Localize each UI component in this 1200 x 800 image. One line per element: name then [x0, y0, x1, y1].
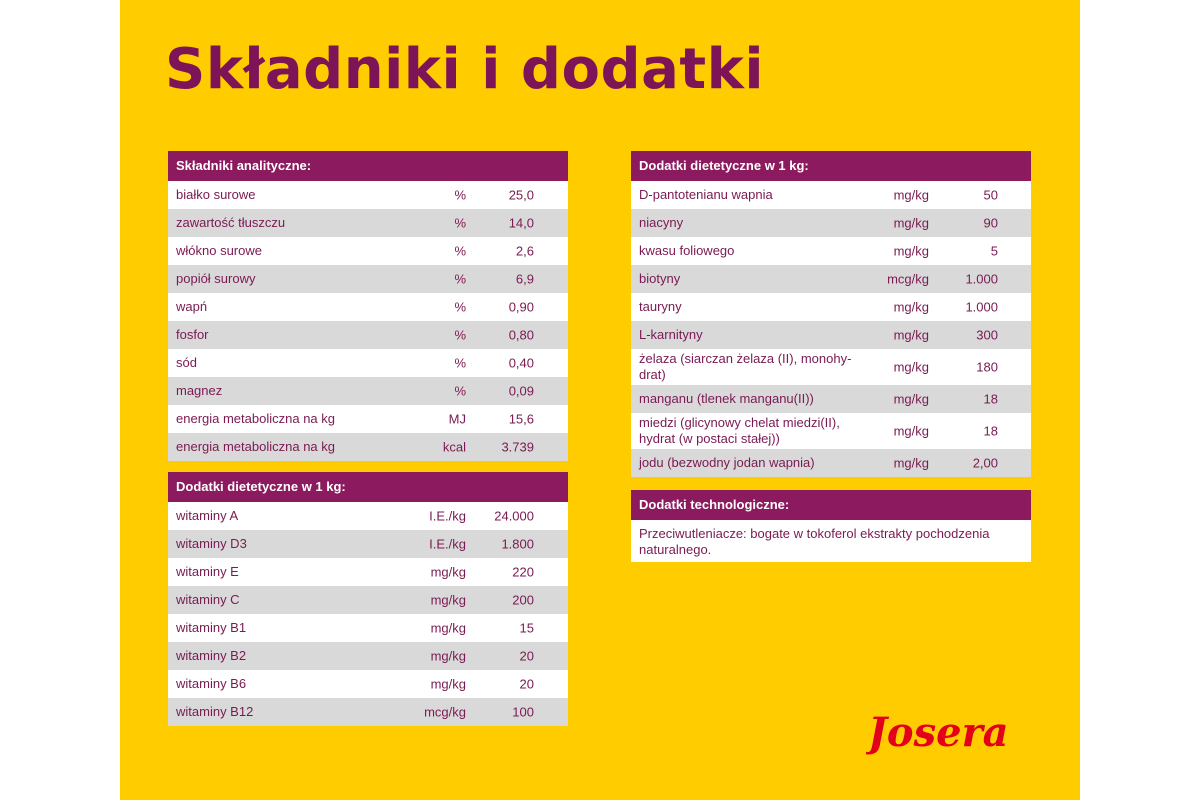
row-name: wapń — [176, 299, 208, 314]
vitamins-table — [168, 472, 568, 726]
table-row — [168, 181, 568, 209]
table-row — [631, 265, 1031, 293]
row-name: biotyny — [639, 271, 681, 286]
row-unit: mg/kg — [893, 187, 929, 203]
table-row — [168, 502, 568, 530]
row-unit: mg/kg — [893, 327, 929, 343]
row-value: 5 — [990, 243, 998, 259]
row-unit: mcg/kg — [887, 271, 929, 287]
table-row — [631, 349, 1031, 385]
row-unit: % — [454, 243, 466, 259]
row-value: 200 — [512, 592, 534, 608]
table-row — [631, 209, 1031, 237]
row-name: energia metaboliczna na kg — [176, 411, 335, 426]
table-header: Dodatki technologiczne: — [631, 490, 1031, 520]
row-value: 1.000 — [965, 271, 998, 287]
table-row — [631, 293, 1031, 321]
row-name: witaminy B6 — [176, 676, 247, 691]
row-value: 20 — [519, 648, 534, 664]
row-name: sód — [176, 355, 197, 370]
row-value: 220 — [512, 564, 534, 580]
row-name: magnez — [176, 383, 223, 398]
row-value: 3.739 — [501, 439, 534, 455]
row-unit: % — [454, 271, 466, 287]
row-value: 14,0 — [508, 215, 534, 231]
table-row — [168, 265, 568, 293]
row-unit: kcal — [442, 439, 466, 455]
row-name: witaminy B2 — [176, 648, 247, 663]
row-value: 0,09 — [508, 383, 534, 399]
minerals-table — [631, 151, 1031, 477]
row-name: manganu (tlenek manganu(II)) — [639, 391, 814, 406]
row-name: witaminy B12 — [176, 704, 254, 719]
page-title: Składniki i dodatki — [165, 37, 765, 102]
row-value: 0,80 — [508, 327, 534, 343]
row-name: białko surowe — [176, 187, 256, 202]
row-name: witaminy C — [176, 592, 240, 607]
table-header: Dodatki dietetyczne w 1 kg: — [631, 151, 1031, 181]
josera-logo — [866, 706, 1036, 756]
row-value: 300 — [976, 327, 998, 343]
table-row — [168, 614, 568, 642]
table-row — [631, 385, 1031, 413]
brand-logo-text: Josera — [868, 709, 1009, 756]
row-value: 25,0 — [508, 187, 534, 203]
row-unit: mg/kg — [893, 299, 929, 315]
row-name: L-karnityny — [639, 327, 703, 342]
row-unit: % — [454, 327, 466, 343]
row-name: zawartość tłuszczu — [176, 215, 286, 230]
row-name: włókno surowe — [176, 243, 262, 258]
row-unit: MJ — [448, 411, 466, 427]
row-name: D-pantotenianu wapnia — [639, 187, 773, 202]
row-unit: % — [454, 299, 466, 315]
table-row — [168, 642, 568, 670]
table-row — [168, 405, 568, 433]
row-unit: mcg/kg — [424, 704, 466, 720]
row-name: popiół surowy — [176, 271, 256, 286]
row-unit: mg/kg — [893, 243, 929, 259]
row-unit: % — [454, 187, 466, 203]
table-row — [168, 670, 568, 698]
row-unit: mg/kg — [893, 423, 929, 439]
row-value: 24.000 — [494, 508, 534, 524]
row-name: witaminy A — [176, 508, 239, 523]
row-value: 18 — [983, 423, 998, 439]
table-row — [168, 349, 568, 377]
row-value: 90 — [983, 215, 998, 231]
row-name: witaminy B1 — [176, 620, 247, 635]
row-unit: mg/kg — [430, 592, 466, 608]
row-unit: mg/kg — [893, 215, 929, 231]
row-value: 15,6 — [508, 411, 534, 427]
row-name: witaminy E — [176, 564, 239, 579]
row-unit: % — [454, 215, 466, 231]
row-value: 0,90 — [508, 299, 534, 315]
row-unit: % — [454, 355, 466, 371]
row-unit: mg/kg — [430, 676, 466, 692]
row-value: 6,9 — [515, 271, 534, 287]
row-name: jodu (bezwodny jodan wapnia) — [639, 455, 815, 470]
table-row — [168, 237, 568, 265]
row-unit: mg/kg — [430, 648, 466, 664]
row-name: tauryny — [639, 299, 682, 314]
row-name: niacyny — [639, 215, 684, 230]
table-header: Składniki analityczne: — [168, 151, 568, 181]
table-row — [168, 209, 568, 237]
row-unit: mg/kg — [430, 620, 466, 636]
row-unit: mg/kg — [430, 564, 466, 580]
row-value: 180 — [976, 359, 998, 375]
table-row — [168, 698, 568, 726]
row-name: witaminy D3 — [176, 536, 247, 551]
row-unit: I.E./kg — [429, 508, 466, 524]
row-unit: I.E./kg — [429, 536, 466, 552]
row-unit: mg/kg — [893, 359, 929, 375]
row-name: miedzi (glicynowy chelat miedzi(II), hydrat (w postaci stałej)) — [639, 415, 840, 446]
table-header: Dodatki dietetyczne w 1 kg: — [168, 472, 568, 502]
row-value: 1.000 — [965, 299, 998, 315]
table-row — [168, 293, 568, 321]
row-value: 2,00 — [972, 455, 998, 471]
table-row — [168, 321, 568, 349]
row-value: 100 — [512, 704, 534, 720]
table-row — [631, 449, 1031, 477]
analytical-table — [168, 151, 568, 461]
row-value: 15 — [519, 620, 534, 636]
table-row — [168, 558, 568, 586]
table-row — [168, 377, 568, 405]
table-row — [631, 413, 1031, 449]
row-value: 2,6 — [515, 243, 534, 259]
row-unit: mg/kg — [893, 455, 929, 471]
row-name: fosfor — [176, 327, 209, 342]
row-unit: % — [454, 383, 466, 399]
table-row — [631, 321, 1031, 349]
table-row — [631, 237, 1031, 265]
table-row — [168, 586, 568, 614]
row-name: energia metaboliczna na kg — [176, 439, 335, 454]
row-value: 20 — [519, 676, 534, 692]
table-row — [631, 181, 1031, 209]
technological-text: Przeciwutleniacze: bogate w tokoferol ekstrakty pochodzenia naturalnego. — [631, 520, 1031, 562]
row-unit: mg/kg — [893, 391, 929, 407]
row-value: 1.800 — [501, 536, 534, 552]
row-name: żelaza (siarczan żelaza (II), monohy-drat) — [639, 351, 852, 382]
technological-table — [631, 490, 1031, 562]
table-row — [168, 530, 568, 558]
row-value: 0,40 — [508, 355, 534, 371]
table-row — [168, 433, 568, 461]
row-value: 18 — [983, 391, 998, 407]
row-value: 50 — [983, 187, 998, 203]
row-name: kwasu foliowego — [639, 243, 735, 258]
